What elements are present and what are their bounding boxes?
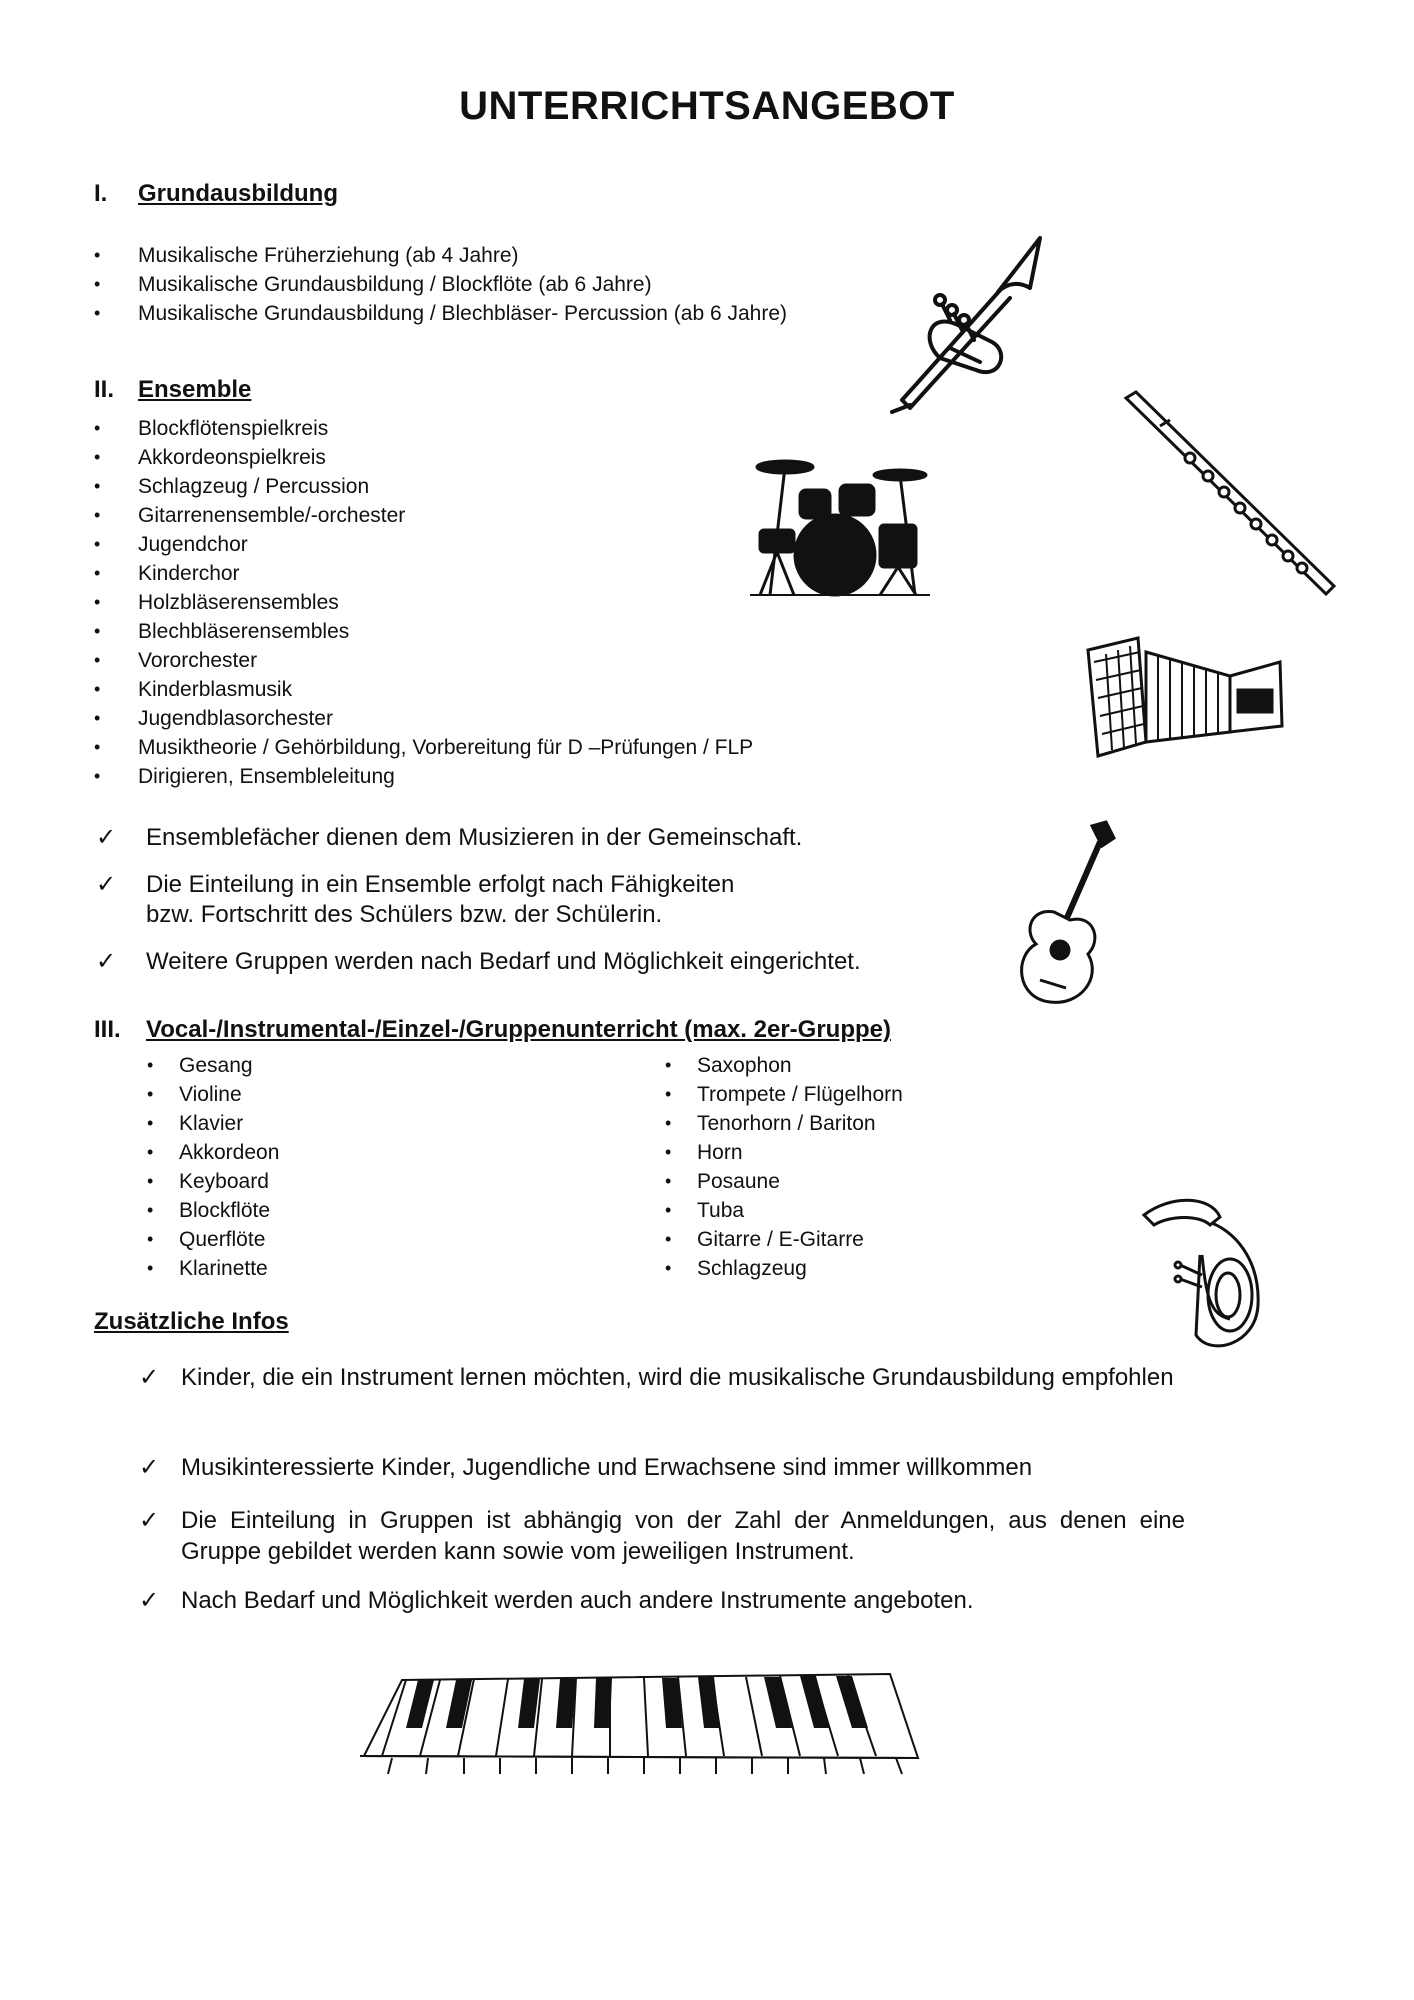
- list-item: • Musikalische Früherziehung (ab 4 Jahre): [94, 241, 787, 270]
- page-title: UNTERRICHTSANGEBOT: [459, 84, 955, 128]
- check-mark-icon: ✓: [96, 824, 117, 851]
- check-mark-icon: ✓: [96, 948, 117, 975]
- list-item: • Keyboard: [147, 1167, 279, 1196]
- section-2-heading: II. Ensemble: [94, 376, 252, 403]
- list-item: • Violine: [147, 1080, 279, 1109]
- list-item: • Schlagzeug: [665, 1254, 903, 1283]
- list-item: • Musiktheorie / Gehörbildung, Vorbereitung für D –Prüfungen / FLP: [94, 733, 753, 762]
- list-item: • Horn: [665, 1138, 903, 1167]
- list-item: • Querflöte: [147, 1225, 279, 1254]
- list-item: • Vororchester: [94, 646, 753, 675]
- accordion-icon: [1080, 632, 1290, 762]
- list-item: • Blechbläserensembles: [94, 617, 753, 646]
- trumpet-icon: [880, 230, 1060, 420]
- list-item: • Gitarrenensemble/-orchester: [94, 501, 753, 530]
- list-item: • Dirigieren, Ensembleleitung: [94, 762, 753, 791]
- section-1-heading: I. Grundausbildung: [94, 180, 338, 207]
- list-item: • Tuba: [665, 1196, 903, 1225]
- list-item: • Klarinette: [147, 1254, 279, 1283]
- section-3-list-left: [147, 1051, 279, 1283]
- list-item: • Musikalische Grundausbildung / Blockflöte (ab 6 Jahre): [94, 270, 787, 299]
- list-item: • Gitarre / E-Gitarre: [665, 1225, 903, 1254]
- section-2-list: [94, 414, 753, 791]
- flute-icon: [1120, 390, 1340, 600]
- section-3-list-right: [665, 1051, 903, 1283]
- list-item: • Klavier: [147, 1109, 279, 1138]
- section-3-heading: III. Vocal-/Instrumental-/Einzel-/Gruppenunterricht (max. 2er-Gruppe): [94, 1016, 891, 1043]
- section-1-list: [94, 241, 787, 328]
- list-item: • Saxophon: [665, 1051, 903, 1080]
- drum-kit-icon: [740, 445, 940, 605]
- list-item: • Blockflöte: [147, 1196, 279, 1225]
- check-mark-icon: ✓: [139, 1507, 160, 1534]
- tuba-icon: [1140, 1195, 1270, 1355]
- list-item: • Akkordeonspielkreis: [94, 443, 753, 472]
- check-mark-icon: ✓: [139, 1587, 160, 1614]
- check-mark-icon: ✓: [96, 871, 117, 898]
- extra-info-heading: Zusätzliche Infos: [94, 1308, 289, 1335]
- list-item: • Holzbläserensembles: [94, 588, 753, 617]
- piano-keyboard-icon: [352, 1670, 922, 1780]
- list-item: • Tenorhorn / Bariton: [665, 1109, 903, 1138]
- check-mark-icon: ✓: [139, 1364, 160, 1391]
- list-item: • Blockflötenspielkreis: [94, 414, 753, 443]
- list-item: • Jugendchor: [94, 530, 753, 559]
- list-item: • Schlagzeug / Percussion: [94, 472, 753, 501]
- guitar-icon: [1010, 820, 1120, 1010]
- list-item: • Posaune: [665, 1167, 903, 1196]
- list-item: • Kinderchor: [94, 559, 753, 588]
- check-mark-icon: ✓: [139, 1454, 160, 1481]
- list-item: • Musikalische Grundausbildung / Blechbläser- Percussion (ab 6 Jahre): [94, 299, 787, 328]
- list-item: • Jugendblasorchester: [94, 704, 753, 733]
- list-item: • Kinderblasmusik: [94, 675, 753, 704]
- list-item: • Trompete / Flügelhorn: [665, 1080, 903, 1109]
- list-item: • Gesang: [147, 1051, 279, 1080]
- list-item: • Akkordeon: [147, 1138, 279, 1167]
